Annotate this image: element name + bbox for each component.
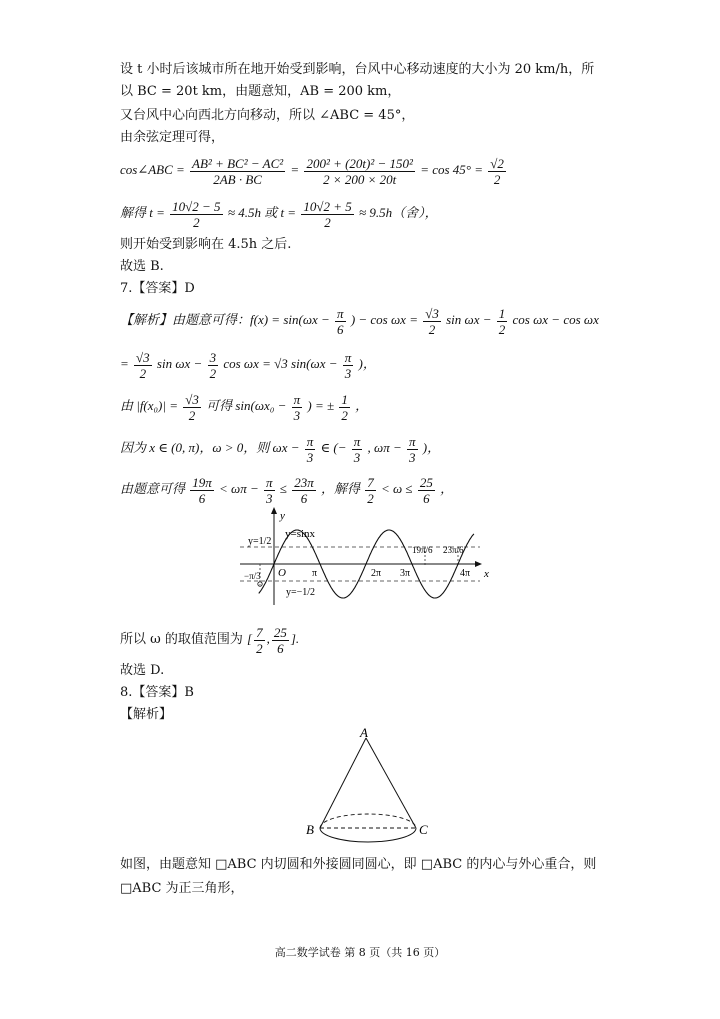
vertex-b-label: B: [306, 822, 314, 837]
tick-neg-pi3: −π/3: [244, 571, 261, 581]
tick-3pi: 3π: [400, 568, 411, 579]
formula-line: = $\frac{√3}{2}$ sin ωx − $\frac{3}{2}$ cos ωx = √3 sin(ωx − $\frac{\pi}{3}$ )，: [120, 349, 376, 381]
text-line: 由余弦定理可得，: [120, 130, 225, 145]
formula-line: 解得 t = $\frac{10√2 - 5}{2}$ ≈ 4.5h 或 t = $\frac{10√2 + 5}{2}$ ≈ 9.5h（舍），: [120, 198, 438, 230]
y-half-label: y=1/2: [248, 536, 272, 547]
tick-pi: π: [312, 568, 318, 579]
page-footer: 高二数学试卷 第 8 页（共 16 页）: [274, 946, 446, 959]
base-back-arc: [320, 814, 416, 828]
tick-4pi: 4π: [460, 568, 471, 579]
tick-2pi: 2π: [371, 568, 382, 579]
formula-line: 由 |f(x₀)| = $\frac{√3}{2}$ 可得 sin(ωx₀ − $\frac{\pi}{3}$ ) = ± $\frac{1}{2}$ ，: [120, 391, 369, 423]
text-line: 则开始受到影响在 4.5h 之后.: [120, 237, 292, 252]
formula-line: 【解析】由题意可得：f(x) = sin(ωx − $\frac{\pi}{6}$ ) − cos ωx = $\frac{√3}{2}$ sin ωx − $\frac{1}{2}$ cos ωx − cos ωx: [120, 305, 599, 337]
formula-line: 因为 x ∈ (0, π)，ω > 0，则 ωx − $\frac{\pi}{3}$ ∈ (− $\frac{\pi}{3}$ , ωπ − $\frac{\pi}{3}$ )，: [120, 433, 441, 465]
text-line: 又台风中心向西北方向移动，所以 ∠ABC = 45°，: [120, 108, 415, 123]
text-line: 8.【答案】B: [120, 685, 194, 700]
text-line: 设 t 小时后该城市所在地开始受到影响，台风中心移动速度的大小为 20 km/h，所: [120, 62, 595, 77]
text-line: 以 BC = 20t km，由题意知，AB = 200 km，: [120, 84, 401, 99]
vertex-a-label: A: [360, 725, 368, 740]
x-axis-label: x: [484, 568, 489, 580]
vertex-c-label: C: [419, 822, 428, 837]
origin-label: O: [278, 567, 286, 579]
text-line: 7.【答案】D: [120, 281, 195, 296]
label-23pi6: 23π/6: [443, 545, 464, 555]
text-line: 故选 D.: [120, 663, 165, 678]
x-axis-arrow-icon: [475, 561, 482, 567]
y-neg-half-label: y=−1/2: [286, 587, 316, 598]
formula-line: 由题意可得 $\frac{19\pi}{6}$ < ωπ − $\frac{\pi}{3}$ ≤ $\frac{23\pi}{6}$ ，解得 $\frac{7}{2}$ < ω ≤ $\frac{25}{6}$ ，: [120, 474, 454, 506]
text-line: 故选 B.: [120, 259, 164, 274]
curve-label: y=sinx: [285, 528, 316, 540]
y-axis-arrow-icon: [271, 507, 277, 514]
sine-graph: [240, 507, 490, 607]
text-line: 如图，由题意知 □ABC 内切圆和外接圆同圆心，即 □ABC 的内心与外心重合，则: [120, 857, 597, 872]
text-line: □ABC 为正三角形，: [120, 881, 244, 896]
y-axis-label: y: [280, 510, 285, 522]
formula-line: 所以 ω 的取值范围为 [ $\frac{7}{2}$ , $\frac{25}{6}$ ].: [120, 624, 300, 656]
text-line: 【解析】: [120, 707, 173, 722]
label-19pi6: 19π/6: [412, 545, 433, 555]
formula-line: cos∠ABC = $\frac{\text{AB² + BC² − AC²}}{2AB \cdot BC}$ = $\frac{\text{200² + (20t)² − 150²}}{2 \times 200 \times 20t}$ = cos 45° = $\frac{√2}{2}$: [120, 155, 504, 187]
cone-figure: [298, 724, 438, 844]
base-front-arc: [320, 828, 416, 842]
